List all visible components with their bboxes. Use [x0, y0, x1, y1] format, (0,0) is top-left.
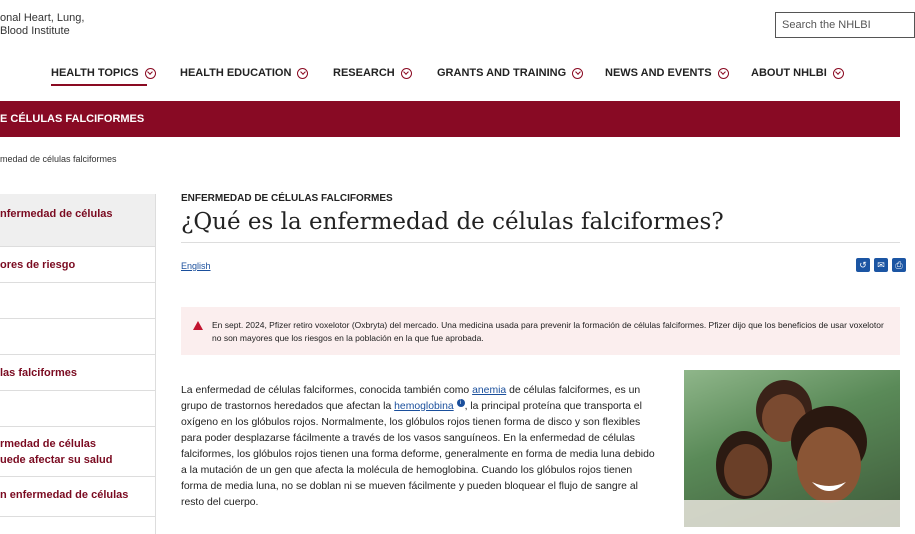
sidebar-item-8[interactable]: [0, 477, 155, 517]
alert-box: [181, 307, 900, 355]
info-icon[interactable]: i: [457, 399, 465, 407]
sidebar-item-1[interactable]: [0, 194, 155, 247]
sidebar-item-4[interactable]: [0, 319, 155, 355]
nav-health-education[interactable]: [180, 67, 308, 79]
article-kicker: ENFERMEDAD DE CÉLULAS FALCIFORMES: [181, 193, 393, 204]
breadcrumb: [0, 154, 117, 164]
sidebar-item-label-2: uede afectar su salud: [0, 454, 113, 466]
nav-news-and-events[interactable]: [605, 67, 729, 79]
chevron-down-icon: [145, 68, 156, 79]
nav-active-indicator: [51, 84, 147, 86]
warning-icon: [193, 321, 203, 330]
page-title: ¿Qué es la enfermedad de células falciformes?: [181, 209, 724, 235]
sidebar-item-2[interactable]: [0, 247, 155, 283]
sidebar-item-label: rmedad de células: [0, 438, 96, 450]
chevron-down-icon: [572, 68, 583, 79]
sidebar-item-3[interactable]: [0, 283, 155, 319]
anemia-link[interactable]: anemia: [472, 385, 507, 396]
nav-label: RESEARCH: [333, 67, 395, 79]
sidebar-item-label: n enfermedad de células: [0, 489, 129, 501]
share-icon[interactable]: ↺: [856, 258, 870, 272]
sidebar-item-6[interactable]: [0, 391, 155, 427]
nhlbi-logo[interactable]: [0, 12, 84, 38]
nav-label: GRANTS AND TRAINING: [437, 67, 567, 79]
chevron-down-icon: [297, 68, 308, 79]
para-part-a: La enfermedad de células falciformes, conocida también como: [181, 385, 473, 396]
title-divider: [181, 242, 900, 243]
logo-line-1: onal Heart, Lung,: [0, 12, 85, 24]
search-input[interactable]: Search the NHLBI: [775, 12, 915, 38]
english-link[interactable]: English: [181, 261, 211, 271]
chevron-down-icon: [833, 68, 844, 79]
logo-line-2: Blood Institute: [0, 25, 70, 37]
children-photo-art: [684, 370, 900, 527]
nav-grants-and-training[interactable]: [437, 67, 583, 79]
child-face-left: [724, 444, 768, 496]
sidebar-item-label: las falciformes: [0, 367, 78, 379]
email-icon[interactable]: ✉: [874, 258, 888, 272]
breadcrumb-current: medad de células falciformes: [0, 154, 117, 164]
para-part-c: , la principal proteína que transporta el oxígeno en los glóbulos rojos. Normalmente, los glóbulos rojos tienen forma de disco y son flexibles para poder desplazarse fácilmente a través de los vasos sanguíneos. En la enfermedad de células falciformes, los glóbulos rojos tienen una forma deforme, generalmente en forma de media luna debido a la mutación de un gen que afecta la molécula de hemoglobina. Cuando los glóbulos rojos tienen forma de media luna, no se doblan ni se mueven fácilmente y pueden bloquear el flujo de sangre al resto del cuerpo.: [181, 401, 655, 508]
nav-health-topics[interactable]: [51, 67, 156, 79]
nav-research[interactable]: [333, 67, 412, 79]
chevron-down-icon: [401, 68, 412, 79]
sidebar-item-5[interactable]: [0, 355, 155, 391]
banner-title: E CÉLULAS FALCIFORMES: [0, 113, 145, 125]
intro-paragraph: [181, 383, 659, 511]
children-photo: [684, 370, 900, 527]
nav-label: HEALTH EDUCATION: [180, 67, 292, 79]
sidebar-item-label: nfermedad de células: [0, 208, 113, 220]
nav-label: NEWS AND EVENTS: [605, 67, 712, 79]
sidebar-item-7[interactable]: [0, 427, 155, 477]
nav-label: HEALTH TOPICS: [51, 67, 139, 79]
hemoglobina-link[interactable]: hemoglobina: [394, 401, 454, 412]
child-face-front: [797, 427, 861, 503]
child-shirts: [684, 500, 900, 527]
para-part-b: de células falciformes, es un grupo de trastornos heredados que afectan la: [181, 385, 641, 412]
sidebar-nav: [0, 194, 156, 534]
chevron-down-icon: [718, 68, 729, 79]
section-banner: [0, 101, 900, 137]
sidebar-item-label: ores de riesgo: [0, 259, 76, 271]
nav-about-nhlbi[interactable]: [751, 67, 844, 79]
nav-label: ABOUT NHLBI: [751, 67, 827, 79]
print-icon[interactable]: ⎙: [892, 258, 906, 272]
alert-text: En sept. 2024, Pfizer retiro voxelotor (Oxbryta) del mercado. Una medicina usada para prevenir la formación de células falciformes. Pfizer dijo que los beneficios de usar voxelotor no son mayores que los riesgos en la población en la que fue aprobada.: [212, 320, 884, 343]
